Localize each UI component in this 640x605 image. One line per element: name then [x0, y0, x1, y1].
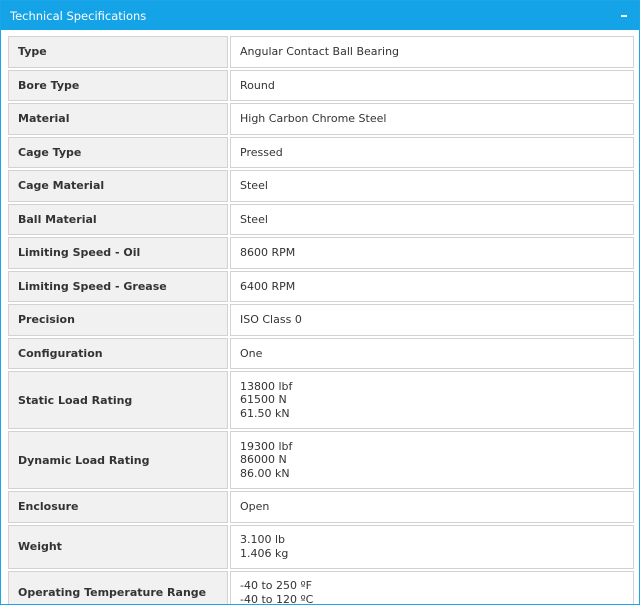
spec-value — [230, 371, 634, 429]
table-row — [8, 70, 634, 102]
spec-value — [230, 271, 634, 303]
collapse-icon[interactable] — [619, 11, 629, 21]
spec-label: Static Load Rating — [8, 371, 228, 429]
table-row — [8, 571, 634, 605]
table-row — [8, 237, 634, 269]
spec-value — [230, 204, 634, 236]
spec-label: Configuration — [8, 338, 228, 370]
table-row — [8, 137, 634, 169]
spec-value-line: Steel — [240, 212, 268, 226]
panel-header[interactable] — [1, 1, 639, 30]
spec-value-line: High Carbon Chrome Steel — [240, 112, 387, 125]
spec-value — [230, 304, 634, 336]
spec-label: Dynamic Load Rating — [8, 431, 228, 489]
spec-value-line: 8600 RPM — [240, 246, 296, 259]
spec-label: Operating Temperature Range — [8, 571, 228, 605]
table-row — [8, 170, 634, 202]
spec-value-line: Pressed — [240, 145, 283, 159]
spec-value-line: 3.100 lb — [240, 533, 286, 546]
spec-value-line: 1.406 kg — [240, 546, 289, 560]
spec-value — [230, 170, 634, 202]
spec-value — [230, 338, 634, 370]
spec-label: Ball Material — [8, 204, 228, 236]
spec-value-line: Angular Contact Ball Bearing — [240, 45, 400, 58]
spec-label: Enclosure — [8, 491, 228, 523]
spec-label: Precision — [8, 304, 228, 336]
spec-value-line: 13800 lbf — [240, 379, 293, 393]
table-row — [8, 304, 634, 336]
spec-value-line: 19300 lbf — [240, 439, 293, 453]
spec-value-line: 6400 RPM — [240, 279, 296, 293]
table-row — [8, 431, 634, 489]
spec-label: Weight — [8, 525, 228, 569]
spec-label: Cage Type — [8, 137, 228, 169]
spec-label: Material — [8, 103, 228, 135]
spec-value — [230, 431, 634, 489]
spec-value-line: 61500 N — [240, 393, 287, 407]
spec-label: Type — [8, 36, 228, 68]
spec-value — [230, 571, 634, 605]
spec-label: Cage Material — [8, 170, 228, 202]
spec-value — [230, 525, 634, 569]
spec-value — [230, 491, 634, 523]
spec-value-line: 86.00 kN — [240, 466, 290, 480]
table-row — [8, 36, 634, 68]
spec-value-line: 86000 N — [240, 453, 287, 467]
table-row — [8, 204, 634, 236]
table-row — [8, 525, 634, 569]
table-row — [8, 338, 634, 370]
spec-value — [230, 103, 634, 135]
table-row — [8, 103, 634, 135]
spec-value-line: -40 to 250 ºF — [240, 579, 313, 592]
table-row — [8, 491, 634, 523]
panel-title: Technical Specifications — [10, 8, 147, 23]
spec-table — [6, 34, 636, 605]
spec-value-line: Round — [240, 78, 275, 92]
spec-value — [230, 70, 634, 102]
spec-value-line: -40 to 120 ºC — [240, 592, 314, 605]
spec-label: Limiting Speed - Grease — [8, 271, 228, 303]
spec-label: Limiting Speed - Oil — [8, 237, 228, 269]
spec-value-line: 61.50 kN — [240, 406, 290, 420]
spec-value — [230, 237, 634, 269]
spec-label: Bore Type — [8, 70, 228, 102]
table-row — [8, 371, 634, 429]
spec-value-line: ISO Class 0 — [240, 313, 302, 326]
spec-value-line: Open — [240, 500, 270, 513]
spec-value-line: One — [240, 346, 263, 360]
table-row — [8, 271, 634, 303]
spec-value — [230, 36, 634, 68]
spec-value-line: Steel — [240, 179, 268, 192]
spec-value — [230, 137, 634, 169]
